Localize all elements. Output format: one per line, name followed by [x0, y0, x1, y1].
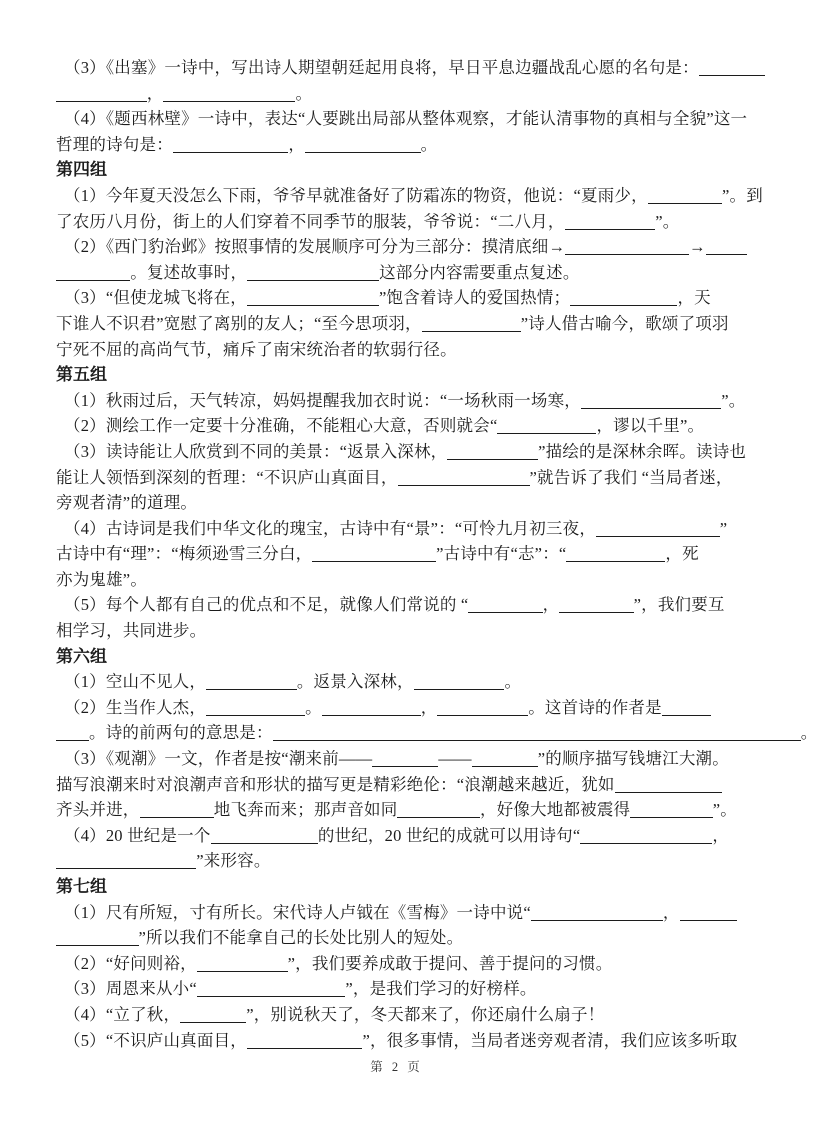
- blank-underline: [437, 711, 528, 716]
- text-line: （1）空山不见人， 。返景入深林， 。: [64, 672, 522, 692]
- text-line: 。诗的前两句的意思是： 。: [56, 720, 737, 746]
- blank-underline: [570, 301, 677, 306]
- blank-underline: [312, 557, 436, 562]
- blank-underline: [247, 1044, 363, 1049]
- text-line: 。复述故事时， 这部分内容需要重点复述。: [56, 260, 737, 286]
- text-line: 能让人领悟到深刻的哲理：“不识庐山真面目， ”就告诉了我们 “当局者迷，: [56, 467, 733, 487]
- group-header: 第五组: [56, 365, 107, 385]
- text-line: （3）周恩来从小“ ”，是我们学习的好榜样。: [64, 979, 537, 999]
- text-line: （1）秋雨过后，天气转凉，妈妈提醒我加衣时说：“一场秋雨一场寒， ”。: [64, 390, 746, 410]
- text-line: （5）每个人都有自己的优点和不足，就像人们常说的 “ ， ”，我们要互: [64, 595, 725, 615]
- text-line: （5）“不识庐山真面目， ”，很多事情，当局者迷旁观者清，我们应该多听取: [64, 1030, 738, 1050]
- document-lines: [56, 55, 817, 1053]
- text-line: 齐头并进， 地飞奔而来；那声音如同 ，好像大地都被震得 ”。: [56, 800, 737, 820]
- text-line: 下谁人不识君”宽慰了离别的友人；“至今思项羽， ”诗人借古喻今，歌颂了项羽: [56, 313, 729, 333]
- blank-underline: [56, 864, 196, 869]
- blank-underline: [472, 762, 538, 767]
- text-line: （1）尺有所短，寸有所长。宋代诗人卢钺在《雪梅》一诗中说“ ，: [56, 900, 737, 926]
- blank-underline: [206, 685, 297, 690]
- blank-underline: [422, 327, 521, 332]
- text-line: （3）“但使龙城飞将在， ”饱含着诗人的爱国热情； ，天: [64, 288, 711, 308]
- text-line: （3）读诗能让人欣赏到不同的美景：“返景入深林， ”描绘的是深林余晖。读诗也: [64, 441, 747, 461]
- text-line: 了农历八月份，街上的人们穿着不同季节的服装，爷爷说：“二八月， ”。: [56, 211, 680, 231]
- text-line: 旁观者清”的道理。: [56, 493, 198, 513]
- blank-underline: [565, 250, 689, 255]
- text-line: ”所以我们不能拿自己的长处比别人的短处。: [56, 925, 737, 951]
- blank-underline: [305, 148, 421, 153]
- blank-underline: [173, 148, 289, 153]
- blank-underline: [580, 839, 712, 844]
- blank-underline: [531, 916, 663, 921]
- blank-underline: [497, 429, 596, 434]
- blank-underline: [559, 608, 633, 613]
- blank-underline: [414, 685, 505, 690]
- blank-underline: [163, 97, 295, 102]
- text-line: ”来形容。: [56, 848, 737, 874]
- text-line: 宁死不屈的高尚气节，痛斥了南宋统治者的软弱行径。: [56, 339, 457, 359]
- blank-underline: [662, 711, 712, 716]
- text-line: （4）20 世纪是一个 的世纪，20 世纪的成就可以用诗句“ ，: [64, 825, 730, 845]
- text-line: （3）《观潮》一文，作者是按“潮来前—— —— ”的顺序描写钱塘江大潮。: [64, 749, 729, 769]
- blank-underline: [581, 404, 721, 409]
- text-line: ， 。: [56, 81, 737, 107]
- text-line: （4）《题西林壁》一诗中，表达“人要跳出局部从整体观察，才能认清事物的真相与全貌”这一: [64, 109, 748, 129]
- text-line: 哲理的诗句是： ， 。: [56, 134, 438, 154]
- blank-underline: [140, 813, 214, 818]
- blank-underline: [648, 199, 722, 204]
- text-line: （2）“好问则裕， ”，我们要养成敢于提问、善于提问的习惯。: [64, 953, 613, 973]
- text-line: （2）生当作人杰， 。 ， 。这首诗的作者是: [56, 695, 737, 721]
- group-header: 第六组: [56, 646, 107, 666]
- text-line: （2）《西门豹治邺》按照事情的发展顺序可分为三部分：摸清底细→ →: [56, 234, 737, 260]
- blank-underline: [372, 762, 438, 767]
- blank-underline: [680, 916, 738, 921]
- group-header: 第七组: [56, 877, 107, 896]
- blank-underline: [596, 532, 720, 537]
- text-line: 亦为鬼雄”。: [56, 569, 148, 589]
- text-line: （4）古诗词是我们中华文化的瑰宝，古诗中有“景”：“可怜九月初三夜， ”: [64, 518, 728, 538]
- blank-underline: [630, 813, 713, 818]
- blank-underline: [566, 557, 665, 562]
- blank-underline: [397, 813, 480, 818]
- text-line: （3）《出塞》一诗中，写出诗人期望朝廷起用良将，早日平息边疆战乱心愿的名句是：: [56, 55, 737, 81]
- blank-underline: [615, 788, 722, 793]
- blank-underline: [322, 711, 421, 716]
- blank-underline: [398, 481, 530, 486]
- text-line: （4）“立了秋， ”，别说秋天了，冬天都来了，你还扇什么扇子！: [64, 1004, 605, 1024]
- blank-underline: [447, 455, 538, 460]
- blank-underline: [706, 250, 747, 255]
- text-line: （2）测绘工作一定要十分准确，不能粗心大意，否则就会“ ，谬以千里”。: [64, 416, 705, 436]
- blank-underline: [197, 967, 288, 972]
- text-line: 描写浪潮来时对浪潮声音和形状的描写更是精彩绝伦：“浪潮越来越近，犹如: [56, 772, 737, 798]
- blank-underline: [206, 711, 305, 716]
- blank-underline: [247, 276, 379, 281]
- text-line: 古诗中有“理”：“梅须逊雪三分白， ”古诗中有“志”：“ ，死: [56, 544, 699, 564]
- blank-underline: [699, 71, 765, 76]
- group-header: 第四组: [56, 160, 107, 180]
- blank-underline: [273, 736, 801, 741]
- text-line: （1）今年夏天没怎么下雨，爷爷早就准备好了防霜冻的物资，他说：“夏雨少， ”。到: [64, 185, 763, 205]
- blank-underline: [56, 941, 139, 946]
- blank-underline: [56, 97, 147, 102]
- blank-underline: [247, 301, 379, 306]
- blank-underline: [211, 839, 318, 844]
- blank-underline: [197, 992, 346, 997]
- blank-underline: [56, 736, 89, 741]
- blank-underline: [180, 1018, 246, 1023]
- page-number: 第 2 页: [370, 1060, 423, 1074]
- blank-underline: [565, 225, 656, 230]
- text-line: 相学习，共同进步。: [56, 621, 207, 641]
- blank-underline: [56, 276, 130, 281]
- blank-underline: [468, 608, 542, 613]
